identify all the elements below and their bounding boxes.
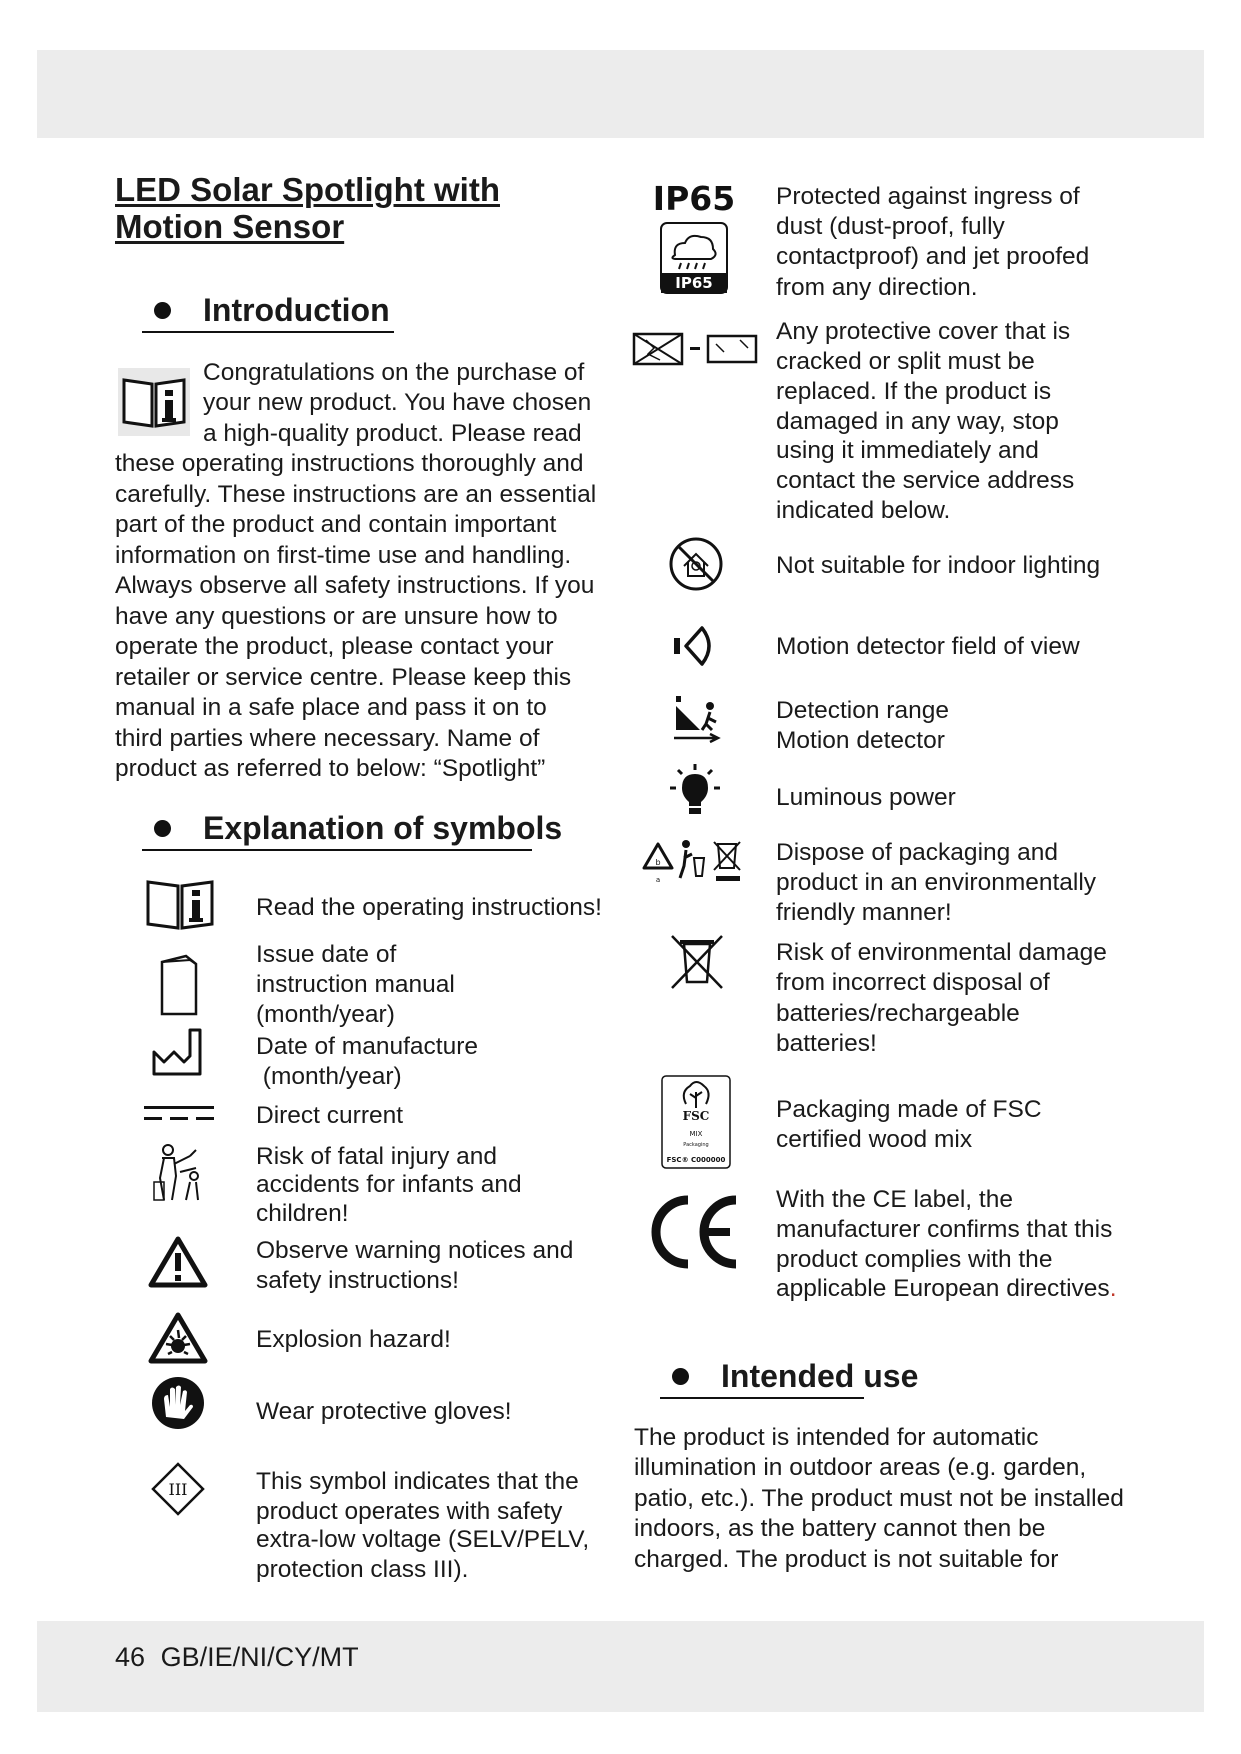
- page-footer: [115, 1642, 359, 1673]
- intended-line: indoors, as the battery cannot then be: [634, 1515, 1046, 1542]
- intro-line: your new product. You have chosen: [203, 389, 592, 416]
- svg-text:a: a: [655, 876, 661, 884]
- intro-line: Always observe all safety instructions. If you: [115, 572, 595, 599]
- ce-icon: [648, 1192, 748, 1272]
- intro-line: retailer or service centre. Please keep this: [115, 664, 572, 691]
- gloves-icon: [150, 1375, 206, 1431]
- intro-line: carefully. These instructions are an essential: [115, 481, 597, 508]
- svg-text:Packaging: Packaging: [683, 1142, 709, 1148]
- bullet-icon: [672, 1368, 689, 1385]
- intro-line: third parties where necessary. Name of: [115, 725, 540, 752]
- svg-text:IP65: IP65: [675, 274, 713, 292]
- svg-text:III: III: [168, 1480, 188, 1499]
- intro-line: these operating instructions thoroughly and: [115, 450, 584, 477]
- page-number: 46: [115, 1642, 146, 1672]
- book-info-icon: [116, 360, 192, 442]
- booklet-icon: [156, 952, 202, 1018]
- header-band: [37, 50, 1204, 138]
- svg-text:FSC: FSC: [682, 1109, 710, 1123]
- warning-triangle-icon: [148, 1236, 208, 1288]
- direct-current-icon: [142, 1102, 216, 1124]
- cracked-cover-icon: [632, 330, 760, 368]
- intended-use-heading: Intended use: [672, 1358, 918, 1395]
- introduction-heading: Introduction: [154, 292, 390, 329]
- intended-line: illumination in outdoor areas (e.g. garden,: [634, 1454, 1087, 1481]
- motion-field-icon: [672, 624, 718, 668]
- no-indoor-icon: [668, 536, 724, 592]
- detection-range-icon: [672, 694, 722, 746]
- fsc-icon: [660, 1074, 732, 1170]
- intro-line: part of the product and contain important: [115, 511, 557, 538]
- document-title: LED Solar Spotlight with Motion Sensor: [115, 171, 500, 245]
- recycle-icon: [642, 838, 746, 886]
- crossed-bin-icon: [670, 934, 724, 990]
- book-info-icon: [144, 874, 216, 932]
- intended-line: patio, etc.). The product must not be installed: [634, 1485, 1124, 1512]
- ip65-icon: IP65 IP65: [652, 179, 736, 292]
- explosion-icon: [148, 1312, 208, 1364]
- svg-text:b: b: [655, 858, 661, 867]
- factory-icon: [150, 1026, 206, 1078]
- intro-line: product as referred to below: “Spotlight”: [115, 755, 546, 782]
- language-codes: GB/IE/NI/CY/MT: [160, 1642, 359, 1672]
- intro-line: manual in a safe place and pass it on to: [115, 694, 547, 721]
- bulb-icon: [668, 762, 722, 818]
- intro-line: Congratulations on the purchase of: [203, 359, 585, 386]
- child-danger-icon: [150, 1142, 208, 1204]
- intro-line: a high-quality product. Please read: [203, 420, 582, 447]
- intro-line: have any questions or are unsure how to: [115, 603, 558, 630]
- intro-line: information on first-time use and handling.: [115, 542, 572, 569]
- bullet-icon: [154, 820, 171, 837]
- intended-line: charged. The product is not suitable for: [634, 1546, 1059, 1573]
- intended-line: The product is intended for automatic: [634, 1424, 1039, 1451]
- symbols-heading: Explanation of symbols: [154, 810, 562, 847]
- svg-text:MIX: MIX: [689, 1130, 703, 1138]
- protection-class-icon: [150, 1461, 206, 1517]
- bullet-icon: [154, 302, 171, 319]
- intro-line: operate the product, please contact your: [115, 633, 554, 660]
- svg-text:FSC® C000000: FSC® C000000: [666, 1156, 726, 1164]
